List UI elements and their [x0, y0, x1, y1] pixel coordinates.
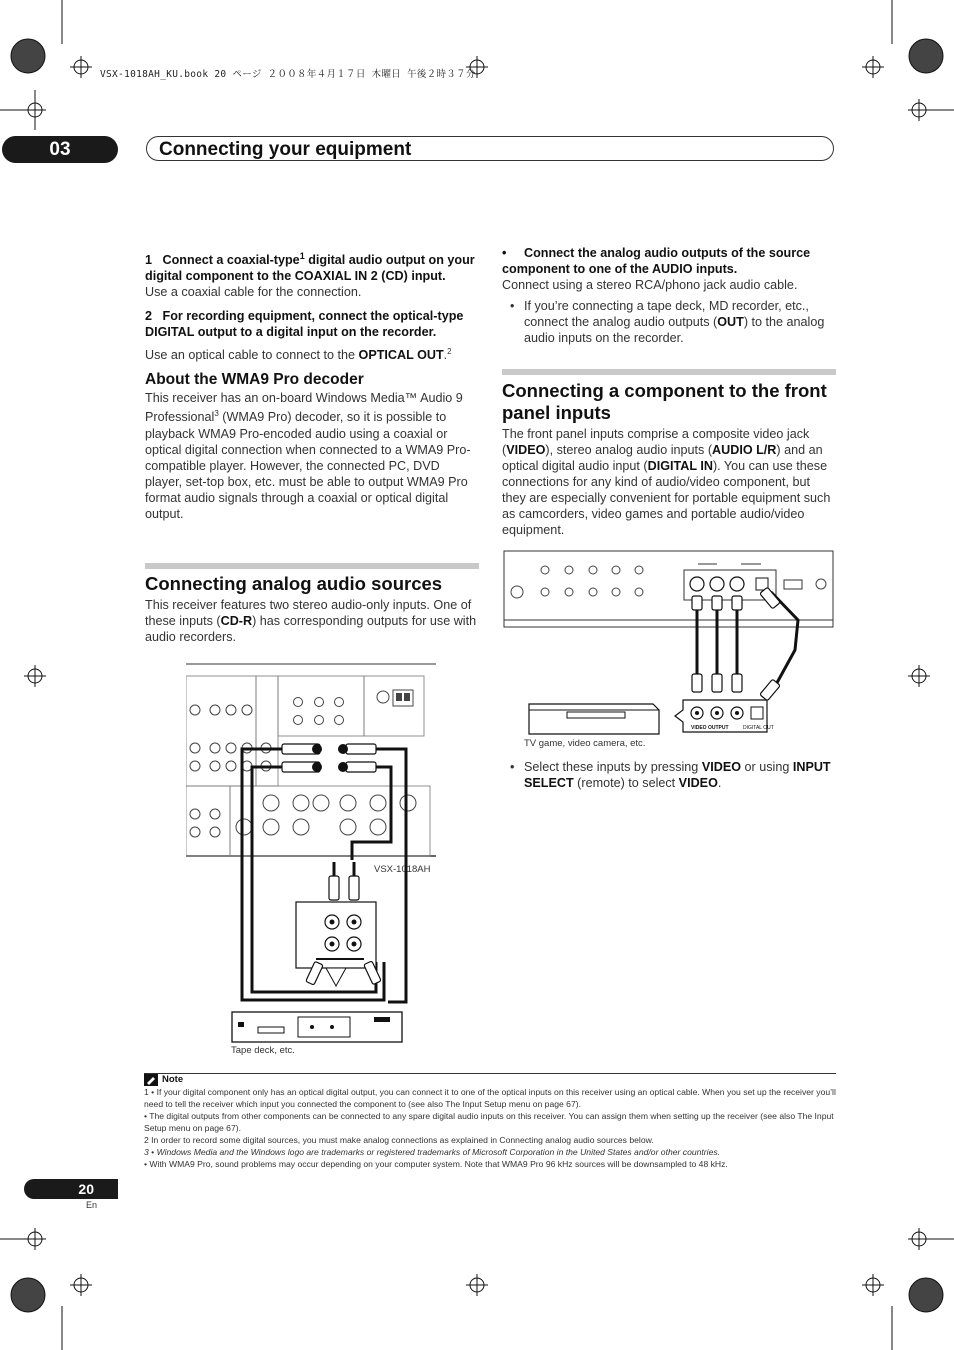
- step-2-text: Use an optical cable to connect to the OPTICAL OUT.$^2$: [145, 347, 452, 363]
- tape-deck-connection-diagram: [228, 862, 408, 1047]
- note-heading: Note: [144, 1074, 836, 1086]
- video-output-jack-label: VIDEO OUTPUT: [691, 725, 729, 731]
- front-heading: Connecting a component to the front panel inputs: [502, 380, 827, 423]
- file-header-line: VSX-1018AH_KU.book 20 ページ ２００８年４月１７日 木曜日 午後２時３７分: [100, 69, 476, 80]
- analog-paragraph: This receiver features two stereo audio-only inputs. One of these inputs (CD-R) has corresponding outputs for use with audio recorders.: [145, 598, 477, 644]
- analog-heading: Connecting analog audio sources: [145, 573, 443, 594]
- footnote-3b: • With WMA9 Pro, sound problems may occur depending on your computer system. Note that WMA9 Pro 96 kHz sources will be downsampled to 48 kHz.: [144, 1159, 728, 1169]
- footnote-1a: 1 • If your digital component only has an optical digital output, you can connect it to one of the optical inputs on this receiver using an optical cable. When you set up the receiver you’ll need to tell the receiver which input you connected the component to (see also The Input Setup menu on page 67).: [144, 1087, 836, 1109]
- front-panel-diagram: [503, 550, 835, 740]
- analog-bullet-1-text: Connect using a stereo RCA/phono jack audio cable.: [502, 278, 798, 292]
- right-column: [502, 245, 836, 346]
- tape-deck-label: Tape deck, etc.: [231, 1045, 295, 1056]
- wma-paragraph: This receiver has an on-board Windows Media™ Audio 9 Professional$^3$ (WMA9 Pro) decoder, so it is possible to playback WMA9 Pro-encoded audio using a coaxial or optical digital connection when connected to a WMA9 Pro-compatible player. However, the connected PC, DVD player, set-top box, etc. must be able to output WMA9 Pro format audio signals through a coaxial or optical digital output.: [145, 391, 471, 521]
- step-1-title: 1 Connect a coaxial-type$^1$ digital audio output on your digital component to the COAXIAL IN 2 (CD) input.: [145, 251, 475, 284]
- select-inputs-bullet: • Select these inputs by pressing VIDEO or using INPUT SELECT (remote) to select VIDEO.: [510, 760, 831, 790]
- analog-section: [145, 573, 479, 645]
- front-heading-bar: [502, 369, 836, 375]
- analog-bullet-1: • Connect the analog audio outputs of the source component to one of the AUDIO inputs.: [502, 246, 811, 276]
- footnotes: [144, 1073, 836, 1170]
- note-pencil-icon: [144, 1074, 158, 1086]
- analog-bullet-2: • If you’re connecting a tape deck, MD recorder, etc., connect the analog audio outputs (OUT) to the analog audio inputs on the recorder.: [510, 299, 825, 345]
- step-2-title: 2 For recording equipment, connect the optical-type DIGITAL output to a digital input on the recorder.: [145, 309, 464, 340]
- footnote-2: 2 In order to record some digital sources, you must make analog connections as explained in Connecting analog audio sources below.: [144, 1135, 654, 1145]
- front-paragraph: The front panel inputs comprise a composite video jack (VIDEO), stereo analog audio inputs (AUDIO L/R) and an optical digital audio input (DIGITAL IN). You can use these connections for any kind of audio/video component, but they are especially convenient for portable equipment such as camcorders, video games and portable audio/video equipment.: [502, 427, 831, 537]
- footnote-3a: 3 • Windows Media and the Windows logo are trademarks or registered trademarks of Microsoft Corporation in the United States and/or other countries.: [144, 1147, 721, 1157]
- analog-heading-bar: [145, 563, 479, 569]
- step-1-text: Use a coaxial cable for the connection.: [145, 285, 362, 300]
- wma-heading: About the WMA9 Pro decoder: [145, 371, 364, 389]
- chapter-number-badge: 03: [2, 136, 118, 163]
- receiver-model-label: VSX-1018AH: [374, 864, 431, 875]
- front-section: [502, 380, 836, 538]
- tv-game-label: TV game, video camera, etc.: [524, 738, 646, 749]
- left-column: [145, 248, 479, 522]
- chapter-title: Connecting your equipment: [146, 136, 834, 161]
- receiver-rear-panel-diagram: [186, 662, 436, 862]
- page-number: 20: [24, 1179, 118, 1199]
- footnote-1b: • The digital outputs from other components can be connected to any spare digital audio inputs on this receiver. You can assign them when setting up the receiver (see also The Input Setup menu on page 67).: [144, 1111, 834, 1133]
- digital-out-jack-label: DIGITAL OUT: [743, 725, 774, 731]
- page-language: En: [86, 1200, 98, 1210]
